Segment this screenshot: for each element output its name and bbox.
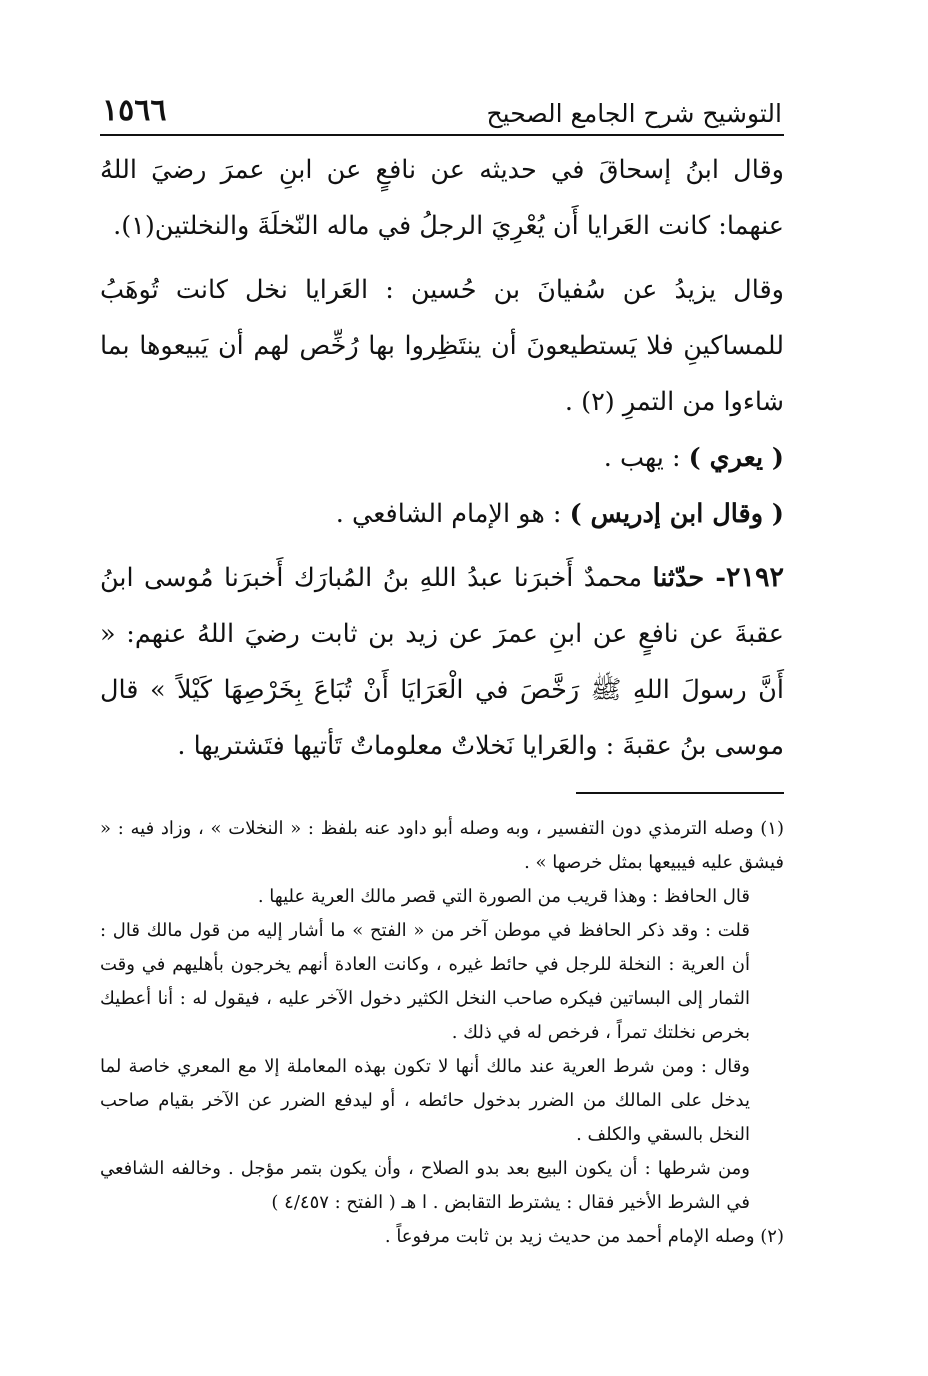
gloss-ibn-idris xyxy=(100,486,784,542)
gloss-term: ( يعري ) xyxy=(688,443,784,473)
hadith-text: محمدٌ أَخبرَنا عبدُ اللهِ بنُ المُبارَك أَخبرَنا مُوسى ابنُ عقبةَ عن نافعٍ عن ابنِ عمرَ عن زيد بن ثابت رضيَ اللهُ عنهم: « أَنَّ رسولَ اللهِ ﷺ رَخَّصَ في الْعَرَايَا أَنْ تُبَاعَ بِخَرْصِهَا كَيْلاً » قال موسى بنُ عقبةَ : والعَرايا نَخلاتٌ معلوماتٌ تَأتيها فتَشتريها . xyxy=(100,563,784,761)
footnote-2: (٢) وصله الإمام أحمد من حديث زيد بن ثابت مرفوعاً . xyxy=(384,1226,784,1247)
footnote-1-qal: وقال : ومن شرط العرية عند مالك أنها لا تكون بهذه المعاملة إلا مع المعري خاصة لما يدخل على المالك من الضرر بدخول حائطه ، أو ليدفع الضرر عن الآخر بقيام صاحب النخل بالسقي والكلف . xyxy=(100,1056,750,1145)
gloss-definition: : يهب . xyxy=(603,443,689,473)
footnote-separator xyxy=(576,792,784,794)
page-number: ١٥٦٦ xyxy=(102,93,167,128)
hadith-paragraph xyxy=(100,550,784,774)
gloss-yuri xyxy=(100,430,784,486)
paragraph-yazid: وقال يزيدُ عن سُفيانَ بن حُسين : العَرايا نخل كانت تُوهَبُ للمساكينِ فلا يَستطيعونَ أن ينتَظِروا بها رُخِّص لهم أن يَبيعوها بما شاءوا من التمرِ (٢) . xyxy=(100,275,784,417)
footnote-1-hafiz: قال الحافظ : وهذا قريب من الصورة التي قصر مالك العرية عليها . xyxy=(257,886,750,907)
gloss-definition: : هو الإمام الشافعي . xyxy=(335,499,570,529)
page xyxy=(100,88,784,1254)
paragraph-ibn-ishaq: وقال ابنُ إسحاقَ في حديثه عن نافعٍ عن ابنِ عمرَ رضيَ اللهُ عنهما: كانت العَرايا أَن يُعْرِيَ الرجلُ في ماله النّخلَةَ والنخلتين(١). xyxy=(100,155,784,241)
page-header xyxy=(100,88,784,136)
running-title: التوشيح شرح الجامع الصحيح xyxy=(486,99,782,128)
gloss-term: ( وقال ابن إدريس ) xyxy=(569,499,784,529)
footnote-1-qultu: قلت : وقد ذكر الحافظ في موطن آخر من « الفتح » ما أشار إليه من قول مالك قال : أن العرية : النخلة للرجل في حائط غيره ، وكانت العادة أنهم يخرجون بأهليهم في وقت الثمار إلى البساتين فيكره صاحب النخل الكثير دخول الآخر عليه ، فيقول له : أنا أعطيك بخرص نخلتك تمراً ، فرخص له في ذلك . xyxy=(100,920,750,1043)
hadith-lead: - حدّثنا xyxy=(652,563,726,593)
footnotes xyxy=(100,812,784,1254)
hadith-number: ٢١٩٢ xyxy=(725,562,784,593)
footnote-1-conditions: ومن شرطها : أن يكون البيع بعد بدو الصلاح ، وأن يكون بتمر مؤجل . وخالفه الشافعي في الشرط الأخير فقال : يشترط التقابض . ا هـ ( الفتح : ٤/٤٥٧ ) xyxy=(100,1158,750,1213)
footnote-1: (١) وصله الترمذي دون التفسير ، وبه وصله أبو داود عنه بلفظ : « النخلات » ، وزاد فيه : « فيشق عليه فيبيعها بمثل خرصها » . xyxy=(100,818,784,873)
main-text xyxy=(100,142,784,774)
